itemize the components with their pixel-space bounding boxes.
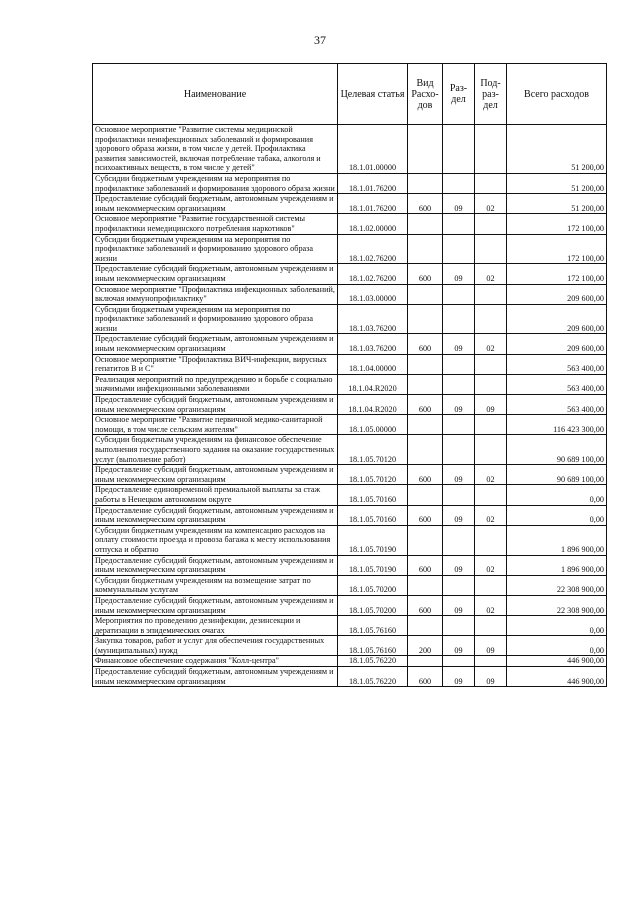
table-row: [93, 667, 607, 687]
subsection-code: [475, 234, 507, 264]
total-amount: 563 400,00: [507, 374, 607, 394]
target-article-code: 18.1.05.76160: [338, 636, 408, 656]
row-name: Предоставление субсидий бюджетным, автономным учреждениям и иным некоммерческим организациям: [93, 555, 338, 575]
expense-type-code: [408, 173, 443, 193]
row-name: Предоставление субсидий бюджетным, автономным учреждениям и иным некоммерческим организациям: [93, 595, 338, 615]
table-row: [93, 656, 607, 667]
page-number: 37: [314, 33, 326, 47]
expense-type-code: 600: [408, 194, 443, 214]
total-amount: 0,00: [507, 505, 607, 525]
table-row: [93, 125, 607, 174]
table-row: [93, 555, 607, 575]
target-article-code: 18.1.02.00000: [338, 214, 408, 234]
table-row: [93, 354, 607, 374]
table-row: [93, 173, 607, 193]
total-amount: 209 600,00: [507, 284, 607, 304]
subsection-code: 09: [475, 667, 507, 687]
subsection-code: [475, 415, 507, 435]
target-article-code: 18.1.05.76220: [338, 656, 408, 667]
header-name: Наименование: [93, 64, 338, 125]
row-name: Предоставление субсидий бюджетным, автономным учреждениям и иным некоммерческим организациям: [93, 505, 338, 525]
total-amount: 51 200,00: [507, 173, 607, 193]
expense-type-code: [408, 304, 443, 334]
header-expense-type: Вид Расхо-дов: [408, 64, 443, 125]
total-amount: 22 308 900,00: [507, 575, 607, 595]
row-name: Субсидии бюджетным учреждениям на мероприятия по профилактике заболеваний и формированию здорового образа жизни: [93, 304, 338, 334]
target-article-code: 18.1.04.00000: [338, 354, 408, 374]
target-article-code: 18.1.05.70190: [338, 525, 408, 555]
expense-type-code: 600: [408, 595, 443, 615]
target-article-code: 18.1.02.76200: [338, 264, 408, 284]
row-name: Основное мероприятие "Профилактика инфекционных заболеваний, включая иммунопрофилактику": [93, 284, 338, 304]
subsection-code: [475, 374, 507, 394]
total-amount: 563 400,00: [507, 354, 607, 374]
total-amount: 172 100,00: [507, 234, 607, 264]
target-article-code: 18.1.05.70200: [338, 595, 408, 615]
section-code: [443, 525, 475, 555]
table-row: [93, 525, 607, 555]
table-row: [93, 264, 607, 284]
target-article-code: 18.1.05.76220: [338, 667, 408, 687]
budget-table: [92, 63, 607, 687]
table-body: [93, 125, 607, 687]
target-article-code: 18.1.01.76200: [338, 173, 408, 193]
target-article-code: 18.1.03.76200: [338, 304, 408, 334]
table-row: [93, 214, 607, 234]
section-code: 09: [443, 595, 475, 615]
subsection-code: [475, 485, 507, 505]
expense-type-code: 600: [408, 334, 443, 354]
row-name: Субсидии бюджетным учреждениям на мероприятия по профилактике заболеваний и формированию здорового образа жизни: [93, 234, 338, 264]
row-name: Основное мероприятие "Профилактика ВИЧ-инфекции, вирусных гепатитов В и С": [93, 354, 338, 374]
subsection-code: [475, 173, 507, 193]
section-code: 09: [443, 636, 475, 656]
subsection-code: [475, 435, 507, 465]
subsection-code: [475, 284, 507, 304]
section-code: [443, 616, 475, 636]
target-article-code: 18.1.03.00000: [338, 284, 408, 304]
section-code: [443, 354, 475, 374]
total-amount: 209 600,00: [507, 304, 607, 334]
table-row: [93, 415, 607, 435]
expense-type-code: 600: [408, 505, 443, 525]
subsection-code: 02: [475, 334, 507, 354]
row-name: Предоставление субсидий бюджетным, автономным учреждениям и иным некоммерческим организациям: [93, 194, 338, 214]
expense-type-code: [408, 234, 443, 264]
section-code: [443, 374, 475, 394]
table-row: [93, 485, 607, 505]
target-article-code: 18.1.01.76200: [338, 194, 408, 214]
subsection-code: [475, 125, 507, 174]
expense-type-code: 600: [408, 465, 443, 485]
section-code: [443, 575, 475, 595]
subsection-code: 09: [475, 395, 507, 415]
row-name: Основное мероприятие "Развитие системы медицинской профилактики неинфекционных заболеваний и формирования здорового образа жизни, в том числе у детей. Профилактика развития зависимостей, включая потребление табака, алкоголя и психоактивных веществ, в том числе у детей": [93, 125, 338, 174]
subsection-code: [475, 656, 507, 667]
target-article-code: 18.1.03.76200: [338, 334, 408, 354]
section-code: 09: [443, 194, 475, 214]
total-amount: 22 308 900,00: [507, 595, 607, 615]
expense-type-code: [408, 284, 443, 304]
expense-type-code: [408, 616, 443, 636]
expense-type-code: [408, 575, 443, 595]
section-code: [443, 656, 475, 667]
table-row: [93, 575, 607, 595]
subsection-code: [475, 214, 507, 234]
subsection-code: 02: [475, 595, 507, 615]
expense-type-code: 200: [408, 636, 443, 656]
header-section: Раз-дел: [443, 64, 475, 125]
total-amount: 563 400,00: [507, 395, 607, 415]
total-amount: 90 689 100,00: [507, 435, 607, 465]
target-article-code: 18.1.05.00000: [338, 415, 408, 435]
total-amount: 0,00: [507, 485, 607, 505]
header-target-article: Целевая статья: [338, 64, 408, 125]
total-amount: 446 900,00: [507, 667, 607, 687]
table-row: [93, 465, 607, 485]
expense-type-code: 600: [408, 667, 443, 687]
subsection-code: [475, 525, 507, 555]
table-row: [93, 616, 607, 636]
table-row: [93, 284, 607, 304]
expense-type-code: [408, 374, 443, 394]
section-code: 09: [443, 264, 475, 284]
subsection-code: [475, 304, 507, 334]
row-name: Предоставление субсидий бюджетным, автономным учреждениям и иным некоммерческим организациям: [93, 334, 338, 354]
table-row: [93, 395, 607, 415]
target-article-code: 18.1.05.70190: [338, 555, 408, 575]
table-row: [93, 194, 607, 214]
target-article-code: 18.1.02.76200: [338, 234, 408, 264]
expense-type-code: 600: [408, 264, 443, 284]
row-name: Субсидии бюджетным учреждениям на возмещение затрат по коммунальным услугам: [93, 575, 338, 595]
section-code: [443, 173, 475, 193]
section-code: [443, 415, 475, 435]
section-code: [443, 125, 475, 174]
total-amount: 51 200,00: [507, 125, 607, 174]
table-row: [93, 595, 607, 615]
subsection-code: 02: [475, 505, 507, 525]
row-name: Основное мероприятие "Развитие первичной медико-санитарной помощи, в том числе сельским жителям": [93, 415, 338, 435]
expense-type-code: [408, 354, 443, 374]
target-article-code: 18.1.05.70160: [338, 505, 408, 525]
row-name: Субсидии бюджетным учреждениям на финансовое обеспечение выполнения государственного задания на оказание государственных услуг (выполнение работ): [93, 435, 338, 465]
row-name: Предоставление единовременной премиальной выплаты за стаж работы в Ненецком автономном округе: [93, 485, 338, 505]
expense-type-code: 600: [408, 395, 443, 415]
target-article-code: 18.1.05.70120: [338, 465, 408, 485]
table-row: [93, 636, 607, 656]
table-row: [93, 234, 607, 264]
section-code: [443, 435, 475, 465]
section-code: 09: [443, 395, 475, 415]
header-subsection: Под-раз-дел: [475, 64, 507, 125]
expense-type-code: [408, 656, 443, 667]
expense-type-code: [408, 125, 443, 174]
expense-type-code: [408, 525, 443, 555]
subsection-code: [475, 616, 507, 636]
target-article-code: 18.1.01.00000: [338, 125, 408, 174]
expense-type-code: [408, 214, 443, 234]
expense-type-code: [408, 435, 443, 465]
total-amount: 172 100,00: [507, 264, 607, 284]
subsection-code: [475, 575, 507, 595]
total-amount: 51 200,00: [507, 194, 607, 214]
subsection-code: 02: [475, 465, 507, 485]
subsection-code: 02: [475, 555, 507, 575]
target-article-code: 18.1.04.R2020: [338, 395, 408, 415]
row-name: Мероприятия по проведению дезинфекции, дезинсекции и дератизации в эпидемических очагах: [93, 616, 338, 636]
total-amount: 116 423 300,00: [507, 415, 607, 435]
section-code: 09: [443, 555, 475, 575]
total-amount: 90 689 100,00: [507, 465, 607, 485]
section-code: [443, 234, 475, 264]
row-name: Предоставление субсидий бюджетным, автономным учреждениям и иным некоммерческим организациям: [93, 667, 338, 687]
section-code: [443, 304, 475, 334]
table-row: [93, 334, 607, 354]
section-code: 09: [443, 465, 475, 485]
section-code: 09: [443, 505, 475, 525]
row-name: Основное мероприятие "Развитие государственной системы профилактики немедицинского потребления наркотиков": [93, 214, 338, 234]
subsection-code: 02: [475, 194, 507, 214]
subsection-code: 02: [475, 264, 507, 284]
target-article-code: 18.1.05.70200: [338, 575, 408, 595]
header-total: Всего расходов: [507, 64, 607, 125]
total-amount: 0,00: [507, 616, 607, 636]
expense-type-code: [408, 485, 443, 505]
total-amount: 0,00: [507, 636, 607, 656]
table-row: [93, 374, 607, 394]
section-code: [443, 485, 475, 505]
target-article-code: 18.1.05.70120: [338, 435, 408, 465]
row-name: Финансовое обеспечение содержания "Колл-центра": [93, 656, 338, 667]
row-name: Реализация мероприятий по предупреждению и борьбе с социально значимыми инфекционными заболеваниями: [93, 374, 338, 394]
section-code: [443, 214, 475, 234]
target-article-code: 18.1.04.R2020: [338, 374, 408, 394]
table-row: [93, 304, 607, 334]
section-code: [443, 284, 475, 304]
subsection-code: 09: [475, 636, 507, 656]
section-code: 09: [443, 667, 475, 687]
table-row: [93, 435, 607, 465]
expense-type-code: [408, 415, 443, 435]
section-code: 09: [443, 334, 475, 354]
table-row: [93, 505, 607, 525]
total-amount: 209 600,00: [507, 334, 607, 354]
target-article-code: 18.1.05.70160: [338, 485, 408, 505]
row-name: Закупка товаров, работ и услуг для обеспечения государственных (муниципальных) нужд: [93, 636, 338, 656]
total-amount: 1 896 900,00: [507, 555, 607, 575]
row-name: Субсидии бюджетным учреждениям на компенсацию расходов на оплату стоимости проезда и провоза багажа к месту использования отпуска и обратно: [93, 525, 338, 555]
total-amount: 172 100,00: [507, 214, 607, 234]
table-header-row: [93, 64, 607, 125]
target-article-code: 18.1.05.76160: [338, 616, 408, 636]
total-amount: 446 900,00: [507, 656, 607, 667]
expense-type-code: 600: [408, 555, 443, 575]
total-amount: 1 896 900,00: [507, 525, 607, 555]
subsection-code: [475, 354, 507, 374]
row-name: Предоставление субсидий бюджетным, автономным учреждениям и иным некоммерческим организациям: [93, 264, 338, 284]
row-name: Субсидии бюджетным учреждениям на мероприятия по профилактике заболеваний и формирования здорового образа жизни: [93, 173, 338, 193]
row-name: Предоставление субсидий бюджетным, автономным учреждениям и иным некоммерческим организациям: [93, 465, 338, 485]
row-name: Предоставление субсидий бюджетным, автономным учреждениям и иным некоммерческим организациям: [93, 395, 338, 415]
